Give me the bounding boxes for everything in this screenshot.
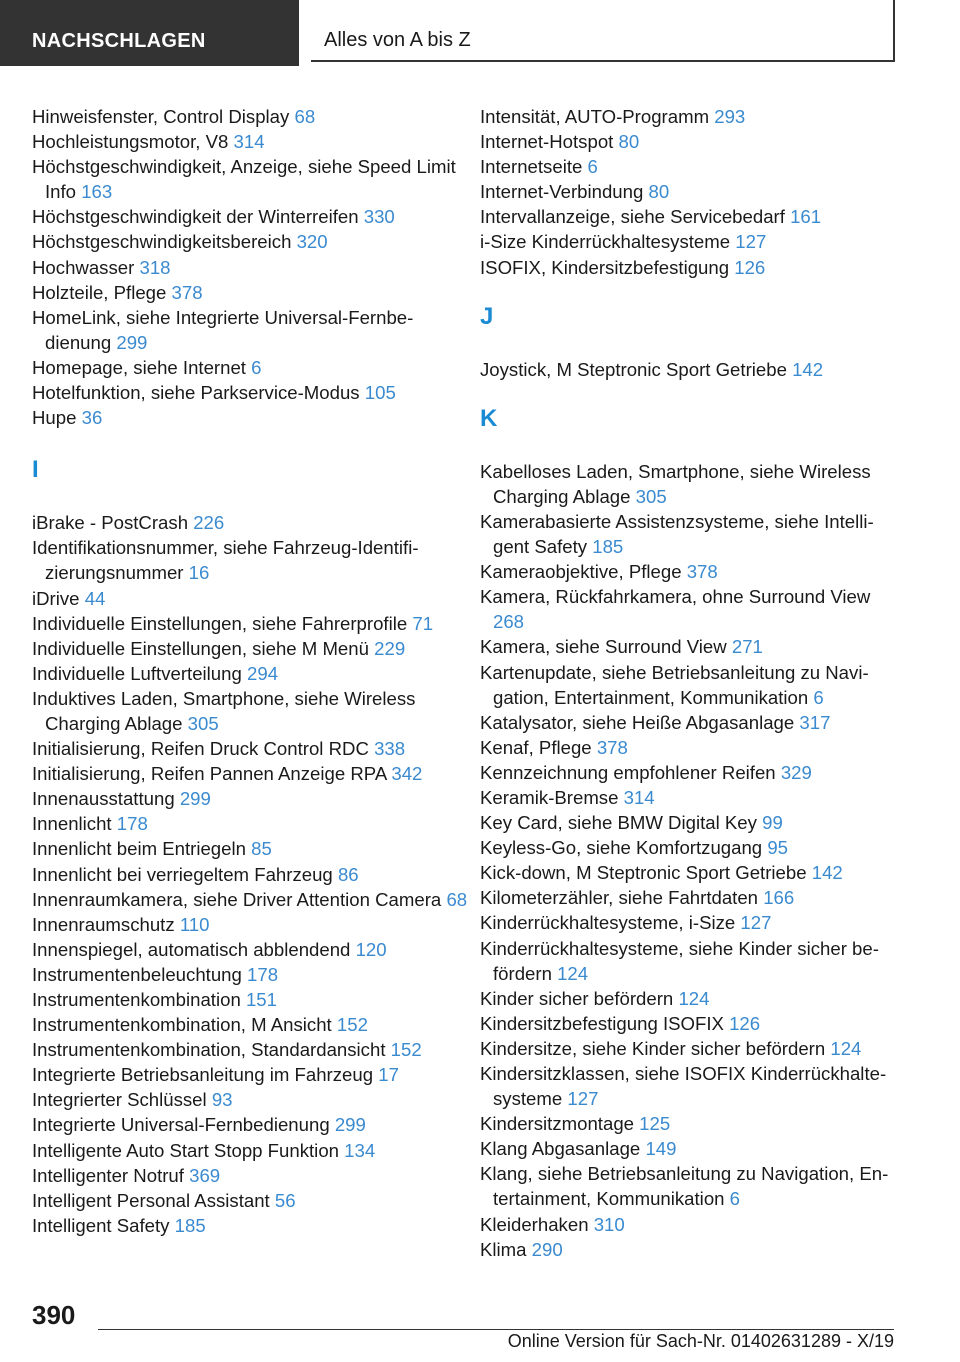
index-entry <box>480 129 900 154</box>
index-entry <box>32 1138 472 1163</box>
index-entry-page-link[interactable]: 151 <box>245 989 277 1010</box>
index-entry-page-link[interactable]: 310 <box>593 1213 625 1235</box>
index-entry-page-link[interactable]: 299 <box>179 788 211 810</box>
index-entry-page-link[interactable]: 105 <box>364 382 396 404</box>
index-entry-term: Initialisierung, Reifen Druck Control RDC <box>32 738 369 760</box>
index-entry-page-link[interactable]: 152 <box>336 1014 368 1036</box>
index-entry-page-link[interactable]: 293 <box>714 106 746 127</box>
index-entry-page-link[interactable]: 127 <box>740 912 772 934</box>
index-letter-heading: J <box>480 302 494 330</box>
index-entry <box>32 355 472 380</box>
index-entry-term: Individuelle Einstellungen, siehe M Menü <box>32 637 369 659</box>
index-entry <box>32 380 472 405</box>
index-entry-page-link[interactable]: 314 <box>233 131 265 153</box>
index-entry-term: Internet-Hotspot <box>480 131 614 153</box>
index-entry-page-link[interactable]: 271 <box>731 636 763 658</box>
index-entry-term: Höchstgeschwindigkeit, Anzeige, siehe Speed Limit Info <box>32 156 456 203</box>
index-entry-term: Hochwasser <box>32 256 135 278</box>
index-entry <box>480 204 900 229</box>
index-entry-term: Kenaf, Pflege <box>480 736 592 758</box>
index-entry-page-link[interactable]: 124 <box>678 987 710 1009</box>
index-entry-term: Kamera, Rückfahrkamera, ohne Surround View <box>480 586 871 608</box>
index-entry-term: Hotelfunktion, siehe Parkservice-Modus <box>32 382 360 404</box>
index-entry-page-link[interactable]: 36 <box>81 407 103 429</box>
index-entry <box>480 835 900 860</box>
index-letter-heading: K <box>480 404 498 432</box>
index-entry-page-link[interactable]: 149 <box>645 1138 677 1160</box>
index-entry-term: Hochleistungsmotor, V8 <box>32 131 229 153</box>
index-entry-term: Holzteile, Pflege <box>32 281 167 303</box>
index-entry-page-link[interactable]: 320 <box>296 231 328 253</box>
index-entry-term: Kindersitzbefestigung ISOFIX <box>480 1012 724 1034</box>
index-entry-page-link[interactable]: 17 <box>378 1064 399 1086</box>
index-entry <box>32 305 472 355</box>
section-tab: NACHSCHLAGEN <box>0 0 299 66</box>
index-entry-page-link[interactable]: 68 <box>446 888 468 910</box>
index-entry <box>32 887 472 912</box>
index-entry <box>480 509 900 559</box>
index-entry-page-link[interactable]: 142 <box>792 358 824 380</box>
index-entry <box>32 1213 472 1238</box>
index-entry-page-link[interactable]: 378 <box>686 561 718 583</box>
index-entry-term: Instrumentenkombination, M Ansicht <box>32 1014 332 1036</box>
index-entry <box>32 962 472 987</box>
index-entry-term: Instrumentenkombination, Standardansicht <box>32 1039 386 1061</box>
index-entry-term: Kilometerzähler, siehe Fahrtdaten <box>480 887 759 909</box>
index-entry-page-link[interactable]: 126 <box>729 1012 761 1034</box>
index-entry-term: Hinweisfenster, Control Display <box>32 106 290 127</box>
page-number: 390 <box>32 1300 76 1330</box>
index-entry <box>480 229 900 254</box>
index-entry-term: Intensität, AUTO-Programm <box>480 106 710 127</box>
index-entry <box>32 661 472 686</box>
index-entry <box>32 1012 472 1037</box>
index-entry-term: Innenraumschutz <box>32 913 175 935</box>
index-entry <box>32 636 472 661</box>
index-entry-term: Innenausstattung <box>32 788 175 810</box>
index-entry-term: Innenraumkamera, siehe Driver Attention Camera <box>32 888 442 910</box>
index-entry-term: Klang Abgasanlage <box>480 1138 641 1160</box>
index-entry <box>480 1111 900 1136</box>
index-entry-term: HomeLink, siehe Integrierte Universal-Fernbedienung <box>32 306 414 353</box>
index-entry <box>32 686 472 736</box>
index-entry-term: Induktives Laden, Smartphone, siehe Wireless Charging Ablage <box>32 687 416 734</box>
index-entry-term: Instrumentenbeleuchtung <box>32 963 242 985</box>
index-entry <box>480 357 900 382</box>
index-entry-term: Intelligent Personal Assistant <box>32 1189 270 1211</box>
index-entry-page-link[interactable]: 268 <box>493 611 525 633</box>
index-entry <box>480 735 900 760</box>
index-entry-page-link[interactable]: 93 <box>211 1089 233 1111</box>
index-entry-page-link[interactable]: 178 <box>116 813 148 835</box>
index-entry <box>480 710 900 735</box>
chapter-title: Alles von A bis Z <box>311 0 895 62</box>
index-entry-page-link[interactable]: 178 <box>247 963 279 985</box>
index-column-right <box>480 104 900 1262</box>
index-entry-page-link[interactable]: 134 <box>344 1139 376 1161</box>
index-entry <box>480 1011 900 1036</box>
index-entry-page-link[interactable]: 127 <box>735 231 767 253</box>
index-entry-page-link[interactable]: 56 <box>274 1189 296 1211</box>
index-entry-term: iDrive <box>32 587 80 609</box>
index-entry-term: Kindersitzmontage <box>480 1113 634 1135</box>
index-entry-page-link[interactable]: 342 <box>391 763 423 785</box>
page-header <box>0 0 960 66</box>
index-entry-term: Internetseite <box>480 156 583 178</box>
index-entry-term: Kennzeichnung empfohlener Reifen <box>480 761 776 783</box>
index-entry-term: iBrake - PostCrash <box>32 512 189 534</box>
index-entry <box>480 660 900 710</box>
index-entry-page-link[interactable]: 6 <box>813 686 824 708</box>
index-entry <box>32 786 472 811</box>
index-entry-term: Kinderrückhaltesysteme, siehe Kinder sicher befördern <box>480 937 879 984</box>
index-entry <box>480 760 900 785</box>
index-entry-term: Innenlicht beim Entriegeln <box>32 838 246 860</box>
index-entry-page-link[interactable]: 80 <box>618 131 640 153</box>
index-entry <box>480 885 900 910</box>
index-entry <box>480 986 900 1011</box>
index-entry <box>32 1087 472 1112</box>
index-entry-page-link[interactable]: 185 <box>174 1214 206 1236</box>
index-entry-page-link[interactable]: 124 <box>830 1037 862 1059</box>
index-entry-term: Kleiderhaken <box>480 1213 589 1235</box>
index-entry-page-link[interactable]: 99 <box>762 812 783 834</box>
index-entry-term: Key Card, siehe BMW Digital Key <box>480 812 757 834</box>
index-entry <box>32 1112 472 1137</box>
index-entry <box>32 129 472 154</box>
index-entry-page-link[interactable]: 124 <box>557 962 589 984</box>
index-entry <box>480 1161 900 1211</box>
index-entry <box>32 104 472 129</box>
index-entry-page-link[interactable]: 318 <box>139 256 171 278</box>
index-entry-term: Initialisierung, Reifen Pannen Anzeige RPA <box>32 763 387 785</box>
index-entry-page-link[interactable]: 6 <box>587 156 598 178</box>
index-entry-term: Instrumentenkombination <box>32 989 241 1010</box>
index-entry-page-link[interactable]: 110 <box>179 913 210 935</box>
index-entry-term: Kick-down, M Steptronic Sport Getriebe <box>480 862 807 884</box>
index-entry <box>32 912 472 937</box>
index-entry-page-link[interactable]: 314 <box>623 786 655 808</box>
index-entry-page-link[interactable]: 142 <box>811 862 843 884</box>
index-entry <box>480 1212 900 1237</box>
index-entry-term: Individuelle Luftverteilung <box>32 662 242 684</box>
index-entry-page-link[interactable]: 166 <box>763 887 795 909</box>
index-entry-term: Katalysator, siehe Heiße Abgasanlage <box>480 711 795 733</box>
index-entry <box>480 1237 900 1262</box>
index-entry <box>480 936 900 986</box>
index-entry <box>32 1163 472 1188</box>
index-entry-page-link[interactable]: 68 <box>294 106 316 127</box>
index-entry <box>480 860 900 885</box>
index-entry <box>480 1036 900 1061</box>
index-entry-term: Intervallanzeige, siehe Servicebedarf <box>480 206 785 228</box>
index-entry-term: Innenspiegel, automatisch abblendend <box>32 938 351 960</box>
index-entry-term: Internet-Verbindung <box>480 181 644 203</box>
index-entry <box>32 154 472 204</box>
index-entry-term: Hupe <box>32 407 77 429</box>
index-entry-term: Klang, siehe Betriebsanleitung zu Navigation, Entertainment, Kommunikation <box>480 1163 889 1210</box>
index-entry-term: Kindersitzklassen, siehe ISOFIX Kinderrückhaltesysteme <box>480 1063 887 1110</box>
index-entry <box>480 1061 900 1111</box>
index-entry-page-link[interactable]: 85 <box>251 838 272 860</box>
index-entry <box>480 559 900 584</box>
index-entry <box>32 255 472 280</box>
index-entry-term: Intelligent Safety <box>32 1214 170 1236</box>
index-entry <box>32 204 472 229</box>
index-entry-term: Kabelloses Laden, Smartphone, siehe Wireless Charging Ablage <box>480 460 871 507</box>
index-entry-page-link[interactable]: 226 <box>193 512 225 534</box>
index-entry <box>32 280 472 305</box>
index-entry <box>480 785 900 810</box>
index-entry <box>32 1188 472 1213</box>
index-entry <box>480 810 900 835</box>
index-entry <box>480 634 900 659</box>
index-entry-term: Intelligenter Notruf <box>32 1164 184 1186</box>
index-entry-term: Innenlicht bei verriegeltem Fahrzeug <box>32 863 333 885</box>
footer-divider <box>98 1329 894 1330</box>
index-entry-term: Keramik-Bremse <box>480 786 619 808</box>
index-entry-page-link[interactable]: 305 <box>187 712 219 734</box>
index-letter-heading: I <box>32 456 39 484</box>
index-entry-page-link[interactable]: 16 <box>188 562 210 584</box>
index-entry-term: Kinderrückhaltesysteme, i-Size <box>480 912 736 934</box>
index-entry-term: Integrierte Universal-Fernbedienung <box>32 1114 330 1136</box>
index-entry-term: Individuelle Einstellungen, siehe Fahrerprofile <box>32 612 408 634</box>
index-entry-page-link[interactable]: 126 <box>734 256 766 278</box>
index-entry <box>480 104 900 129</box>
index-entry <box>32 736 472 761</box>
index-entry <box>32 229 472 254</box>
index-entry-page-link[interactable]: 161 <box>790 206 822 228</box>
index-entry <box>480 179 900 204</box>
index-entry-page-link[interactable]: 71 <box>412 612 434 634</box>
index-entry-term: Kinder sicher befördern <box>480 987 674 1009</box>
index-entry-page-link[interactable]: 294 <box>247 662 279 684</box>
index-entry <box>480 255 900 280</box>
index-entry-page-link[interactable]: 299 <box>334 1114 366 1136</box>
index-entry <box>32 611 472 636</box>
index-entry-term: Kindersitze, siehe Kinder sicher befördern <box>480 1037 826 1059</box>
index-entry-term: Integrierter Schlüssel <box>32 1089 207 1111</box>
index-entry <box>480 584 900 634</box>
index-entry-page-link[interactable]: 6 <box>251 356 262 378</box>
index-entry <box>480 154 900 179</box>
index-entry <box>32 1062 472 1087</box>
index-entry-page-link[interactable]: 127 <box>567 1088 599 1110</box>
index-entry-page-link[interactable]: 330 <box>363 206 395 228</box>
index-entry-page-link[interactable]: 305 <box>635 485 667 507</box>
index-entry-page-link[interactable]: 80 <box>648 181 670 203</box>
index-entry <box>480 910 900 935</box>
index-entry-page-link[interactable]: 290 <box>531 1238 563 1260</box>
index-entry-term: Höchstgeschwindigkeit der Winterreifen <box>32 206 359 228</box>
index-entry <box>32 1037 472 1062</box>
index-entry-page-link[interactable]: 125 <box>639 1113 671 1135</box>
index-entry-term: Intelligente Auto Start Stopp Funktion <box>32 1139 339 1161</box>
index-entry-page-link[interactable]: 120 <box>355 938 387 960</box>
index-entry <box>32 405 472 430</box>
index-entry <box>32 862 472 887</box>
index-entry-page-link[interactable]: 338 <box>374 738 406 760</box>
index-entry-page-link[interactable]: 317 <box>799 711 831 733</box>
index-entry-term: Integrierte Betriebsanleitung im Fahrzeug <box>32 1064 374 1086</box>
index-entry-page-link[interactable]: 378 <box>171 281 203 303</box>
index-entry-page-link[interactable]: 6 <box>729 1188 741 1210</box>
index-entry <box>32 836 472 861</box>
index-entry <box>480 459 900 509</box>
index-entry <box>32 937 472 962</box>
index-entry <box>480 1136 900 1161</box>
index-entry <box>32 535 472 585</box>
index-entry <box>32 510 472 535</box>
index-entry-term: Kamera, siehe Surround View <box>480 636 727 658</box>
index-entry-page-link[interactable]: 299 <box>116 331 148 353</box>
index-entry-page-link[interactable]: 185 <box>592 536 624 558</box>
index-entry-page-link[interactable]: 95 <box>767 837 789 859</box>
index-entry <box>32 987 472 1012</box>
index-entry-page-link[interactable]: 152 <box>390 1039 422 1061</box>
footer-version-text: Online Version für Sach-Nr. 01402631289 - X/19 <box>507 1331 894 1351</box>
index-entry-page-link[interactable]: 378 <box>596 736 628 758</box>
index-entry-term: Joystick, M Steptronic Sport Getriebe <box>480 358 787 380</box>
index-entry-term: Klima <box>480 1238 527 1260</box>
index-entry <box>32 586 472 611</box>
index-entry-page-link[interactable]: 369 <box>189 1164 221 1186</box>
index-entry-term: Kameraobjektive, Pflege <box>480 561 682 583</box>
index-entry-term: Kamerabasierte Assistenzsysteme, siehe Intelligent Safety <box>480 510 874 558</box>
index-entry-page-link[interactable]: 329 <box>780 761 812 783</box>
index-entry-term: i-Size Kinderrückhaltesysteme <box>480 231 731 253</box>
index-entry-page-link[interactable]: 44 <box>84 587 106 609</box>
index-entry-page-link[interactable]: 163 <box>81 181 113 203</box>
index-entry-term: Keyless-Go, siehe Komfortzugang <box>480 837 763 859</box>
index-entry-page-link[interactable]: 229 <box>374 637 406 659</box>
index-entry-term: Identifikationsnummer, siehe Fahrzeug-Identifizierungsnummer <box>32 537 419 584</box>
index-entry-term: Innenlicht <box>32 813 112 835</box>
index-entry-term: Kartenupdate, siehe Betriebsanleitung zu Navigation, Entertainment, Kommunikation <box>480 661 869 708</box>
index-entry-term: Höchstgeschwindigkeitsbereich <box>32 231 292 253</box>
index-entry-term: ISOFIX, Kindersitzbefestigung <box>480 256 730 278</box>
index-entry-term: Homepage, siehe Internet <box>32 356 246 378</box>
index-entry-page-link[interactable]: 86 <box>337 863 359 885</box>
index-entry <box>32 761 472 786</box>
index-column-left <box>32 104 472 1238</box>
index-entry <box>32 811 472 836</box>
